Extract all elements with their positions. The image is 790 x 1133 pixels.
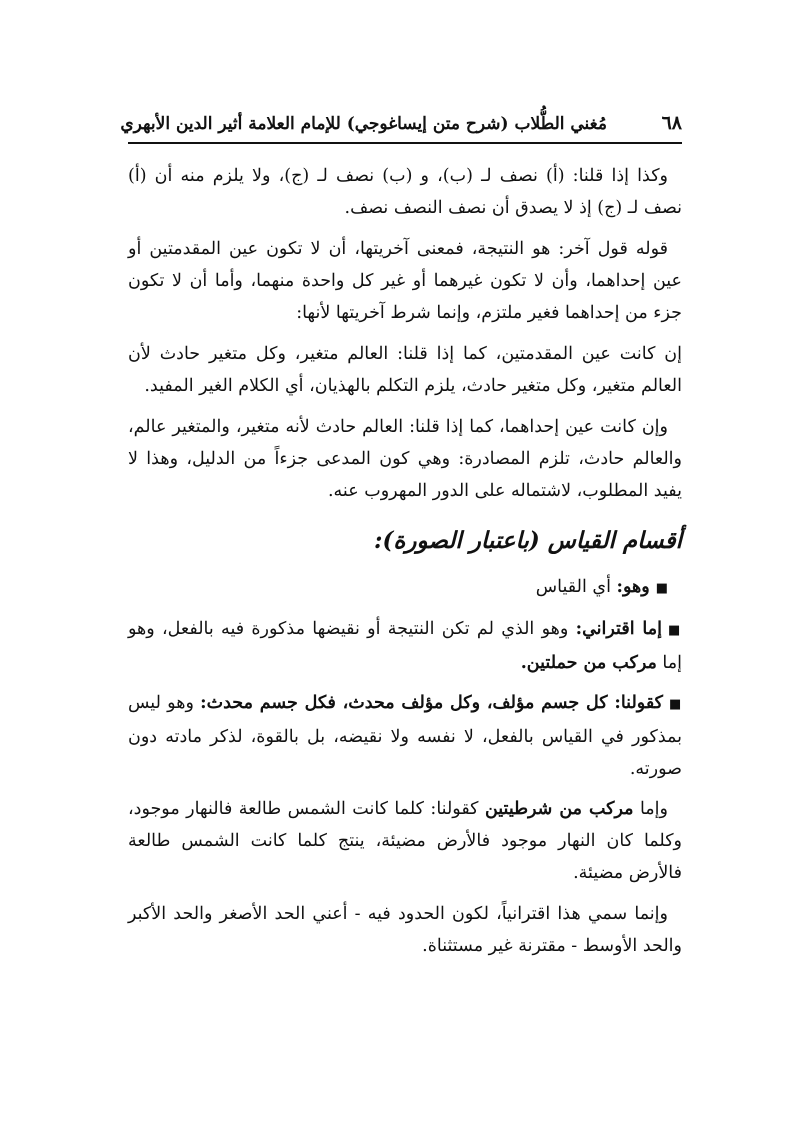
bullet-term: وهو: — [616, 577, 650, 597]
bullet-item-syllogism — [128, 571, 668, 605]
paragraph-halving-example: وكذا إذا قلنا: (أ) نصف لـ (ب)، و (ب) نصف لـ (ج)، ولا يلزم منه أن (أ) نصف لـ (ج) إذ لا يصدق أن نصف النصف نصف. — [128, 166, 682, 218]
paragraph-text: كقولنا: كلما كانت الشمس طالعة فالنهار موجود، وكلما كان النهار موجود فالأرض مضيئة، ينتج كلما كانت الشمس طالعة فالأرض مضيئة. — [128, 799, 682, 883]
section-heading: أقسام القياس (باعتبار الصورة): — [374, 527, 682, 554]
paragraph-both-premises: إن كانت عين المقدمتين، كما إذا قلنا: العالم متغير، وكل متغير حادث لأن العالم متغير، وكل متغير حادث، يلزم التكلم بالهذيان، أي الكلام الغير المفيد. — [128, 344, 682, 396]
bullet-item-conjunctive — [128, 613, 682, 679]
main-text — [128, 160, 682, 971]
bullet-text: أي القياس — [535, 577, 617, 597]
header-rule — [128, 142, 682, 144]
paragraph-text: وإما — [633, 799, 668, 819]
paragraph-term: مركب من شرطيتين — [484, 799, 634, 819]
paragraph-conclusion-otherness: قوله قول آخر: هو النتيجة، فمعنى آخريتها، أن لا تكون عين المقدمتين أو عين إحداهما، وأن لا تكون غيرهما أو غير كل واحدة منهما، وأما أن لا تكون جزء من إحداهما فغير ملتزم، وإنما شرط آخريتها لأنها: — [128, 239, 682, 323]
bullet-square-icon: ■ — [669, 697, 682, 712]
page-number: ٦٨ — [661, 112, 682, 134]
bullet-square-icon: ■ — [655, 581, 668, 596]
bullet-term: كقولنا: كل جسم مؤلف، وكل مؤلف محدث، فكل جسم محدث: — [200, 693, 664, 713]
bullet-text: وهو الذي لم تكن النتيجة أو نقيضها مذكورة فيه بالفعل، وهو إما — [128, 619, 682, 673]
paragraph-one-premise: وإن كانت عين إحداهما، كما إذا قلنا: العالم حادث لأنه متغير، والمتغير عالم، والعالم حادث، تلزم المصادرة: وهي كون المدعى جزءاً من الدليل، وهذا لا يفيد المطلوب، لاشتماله على الدور المهروب عنه. — [128, 417, 682, 501]
running-title: مُغني الطُّلاب (شرح متن إيساغوجي) للإمام العلامة أثير الدين الأبهري — [120, 114, 607, 134]
bullet-square-icon: ■ — [667, 623, 682, 638]
paragraph-naming-reason: وإنما سمي هذا اقترانياً، لكون الحدود فيه - أعني الحد الأصغر والحد الأكبر والحد الأوسط - مقترنة غير مستثناة. — [128, 904, 682, 956]
bullet-term: إما اقتراني: — [575, 619, 662, 639]
bullet-text: وهو ليس بمذكور في القياس بالفعل، لا نفسه ولا نقيضه، بل بالقوة، لذكر مادته دون صورته. — [128, 693, 682, 779]
bullet-term-secondary: مركب من حملتين. — [520, 653, 657, 673]
running-header — [120, 100, 682, 144]
bullet-item-example — [128, 687, 682, 785]
paragraph-conditional-compound — [128, 793, 682, 889]
